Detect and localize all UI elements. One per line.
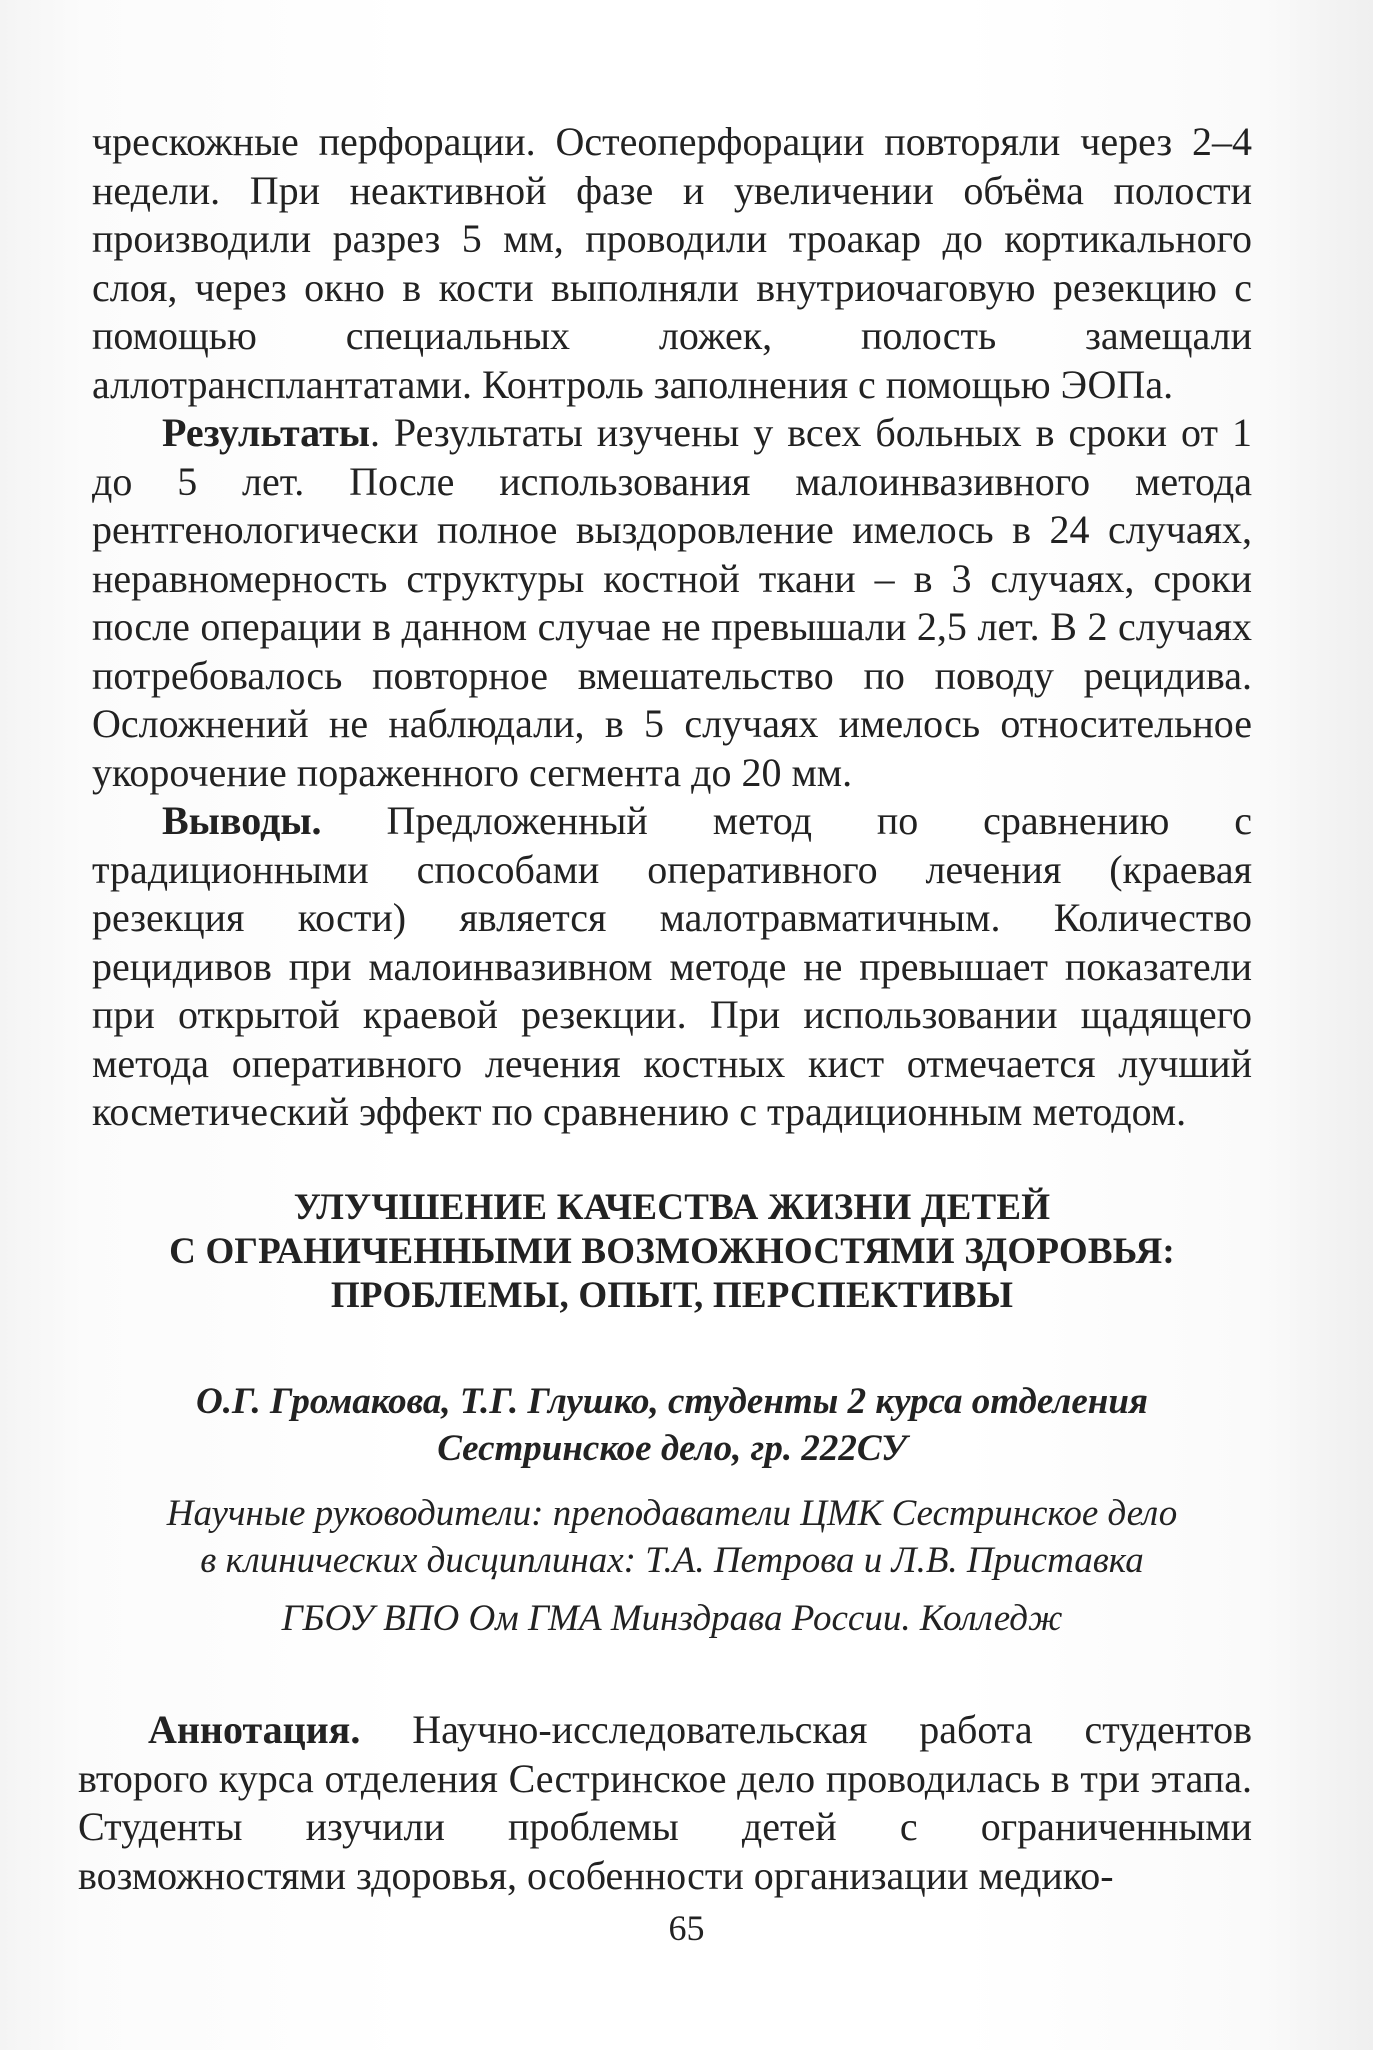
results-paragraph: [92, 409, 1252, 797]
page-number: 65: [668, 1908, 705, 1948]
results-text: . Результаты изучены у всех больных в сроки от 1 до 5 лет. После использования малоинвазивного метода рентгенологически полное выздоровление имелось в 24 случаях, неравномерность структуры костной ткани – в 3 случаях, сроки после операции в данном случае не превышали 2,5 лет. В 2 случаях потребовалось повторное вмешательство по поводу рецидива. Осложнений не наблюдали, в 5 случаях имелось относительное укорочение пораженного сегмента до 20 мм.: [92, 410, 1252, 795]
abstract-heading: Аннотация.: [148, 1707, 361, 1752]
article-supervisors: [92, 1490, 1252, 1584]
conclusions-paragraph: [92, 797, 1252, 1137]
methods-paragraph: чрескожные перфорации. Остеоперфорации повторяли через 2–4 недели. При неактивной фазе и увеличении объёма полости производили разрез 5 мм, проводили троакар до кортикального слоя, через окно в кости выполняли внутриочаговую резекцию с помощью специальных ложек, полость замещали аллотрансплантатами. Контроль заполнения с помощью ЭОПа.: [92, 119, 1252, 407]
results-heading: Результаты: [162, 410, 370, 455]
authors-line-2: Сестринское дело, гр. 222СУ: [437, 1428, 907, 1469]
abstract-paragraph: [78, 1706, 1252, 1900]
article-institution: ГБОУ ВПО Ом ГМА Минздрава России. Колледж: [281, 1598, 1063, 1639]
title-line-2: С ОГРАНИЧЕННЫМИ ВОЗМОЖНОСТЯМИ ЗДОРОВЬЯ:: [169, 1231, 1175, 1272]
conclusions-heading: Выводы.: [162, 798, 322, 843]
supervisors-line-2: в клинических дисциплинах: Т.А. Петрова и Л.В. Приставка: [200, 1540, 1144, 1581]
abstract-text: Научно-исследовательская работа студентов второго курса отделения Сестринское дело проводилась в три этапа. Студенты изучили проблемы детей с ограниченными возможностями здоровья, особенности организации медико-: [78, 1707, 1252, 1898]
supervisors-line-1: Научные руководители: преподаватели ЦМК Сестринское дело: [166, 1493, 1178, 1534]
title-line-3: ПРОБЛЕМЫ, ОПЫТ, ПЕРСПЕКТИВЫ: [330, 1275, 1014, 1316]
conclusions-text: Предложенный метод по сравнению с традиционными способами оперативного лечения (краевая резекция кости) является малотравматичным. Количество рецидивов при малоинвазивном методе не превышает показатели при открытой краевой резекции. При использовании щадящего метода оперативного лечения костных кист отмечается лучший косметический эффект по сравнению с традиционным методом.: [92, 798, 1252, 1134]
article-abstract: [78, 1706, 1252, 1900]
article-title: [92, 1186, 1252, 1318]
title-line-1: УЛУЧШЕНИЕ КАЧЕСТВА ЖИЗНИ ДЕТЕЙ: [293, 1187, 1051, 1228]
article-authors: [92, 1378, 1252, 1472]
article-continuation: [92, 118, 1252, 1137]
authors-line-1: О.Г. Громакова, Т.Г. Глушко, студенты 2 курса отделения: [196, 1381, 1148, 1422]
